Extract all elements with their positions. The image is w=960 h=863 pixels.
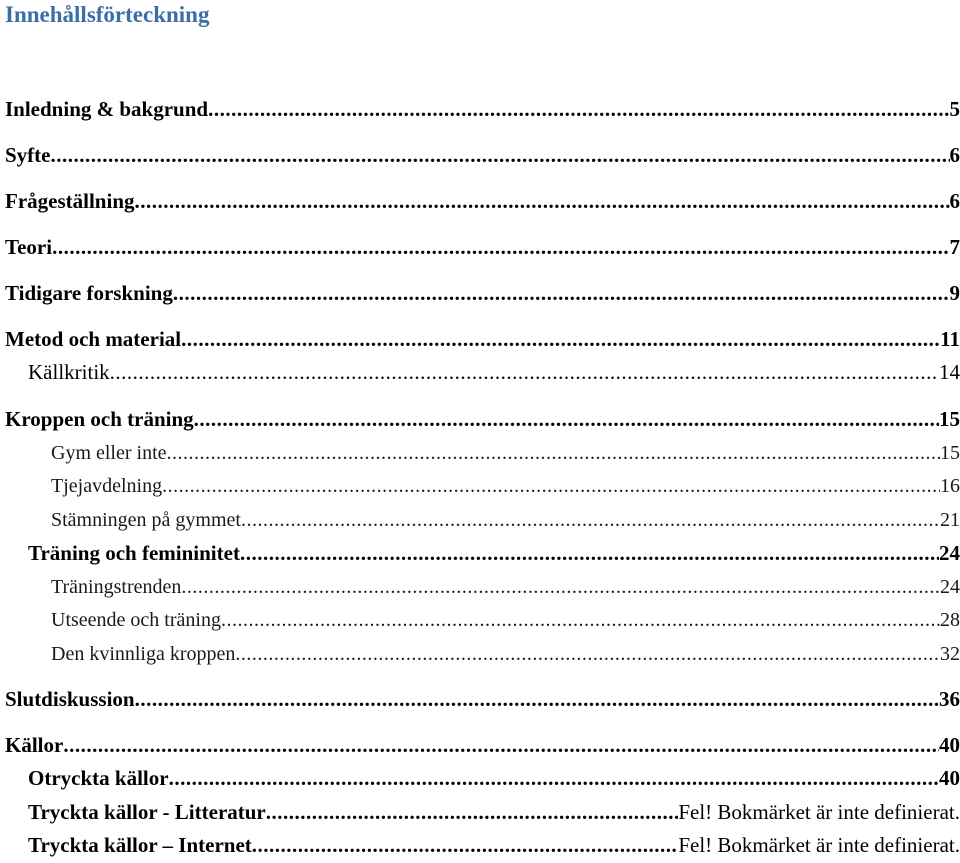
toc-dot-leader	[241, 506, 940, 534]
toc-dot-leader	[135, 685, 939, 713]
toc-dot-leader	[240, 539, 939, 567]
toc-entry-title: Tidigare forskning	[5, 281, 173, 305]
toc-dot-leader	[266, 798, 679, 826]
toc-entry-title: Inledning & bakgrund	[5, 97, 209, 121]
toc-entry-title: Otryckta källor	[28, 766, 169, 790]
toc-entry-syfte[interactable]	[5, 141, 960, 169]
toc-page-number: 21	[940, 509, 960, 531]
toc-entry-title: Gym eller inte	[51, 442, 167, 464]
toc-entry-stamningen-pa-gymmet[interactable]	[51, 506, 960, 534]
toc-dot-leader	[194, 405, 939, 433]
toc-dot-leader	[52, 233, 949, 261]
toc-entry-title: Den kvinnliga kroppen	[51, 643, 236, 665]
toc-entry-kallkritik[interactable]	[28, 358, 960, 386]
toc-dot-leader	[110, 358, 939, 386]
toc-page-number: 5	[949, 97, 960, 121]
toc-entry-slutdiskussion[interactable]	[5, 685, 960, 713]
toc-entry-title: Källor	[5, 733, 64, 757]
toc-page-number: 7	[949, 235, 960, 259]
toc-page-number: 6	[949, 189, 960, 213]
toc-dot-leader	[181, 325, 940, 353]
toc-entry-traningstrenden[interactable]	[51, 573, 960, 601]
toc-entry-title: Träning och femininitet	[28, 541, 240, 565]
toc-page-number: 16	[940, 475, 960, 497]
toc-entry-metod-och-material[interactable]	[5, 325, 960, 353]
toc-page-number: 9	[949, 281, 960, 305]
toc-entry-otryckta-kallor[interactable]	[28, 764, 960, 792]
toc-entry-fragestallning[interactable]	[5, 187, 960, 215]
toc-page-number: 11	[940, 327, 960, 351]
toc-dot-leader	[63, 731, 939, 759]
toc-dot-leader	[181, 573, 940, 601]
toc-page-error: Fel! Bokmärket är inte definierat.	[678, 800, 960, 824]
toc-entry-utseende-och-traning[interactable]	[51, 606, 960, 634]
toc-entry-title: Träningstrenden	[51, 576, 182, 598]
toc-entry-traning-och-femininitet[interactable]	[28, 539, 960, 567]
toc-page-number: 24	[939, 541, 960, 565]
toc-page-error: Fel! Bokmärket är inte definierat.	[678, 833, 960, 857]
toc-entry-title: Stämningen på gymmet	[51, 509, 241, 531]
toc-entry-title: Tryckta källor - Litteratur	[28, 800, 266, 824]
toc-entry-title: Slutdiskussion	[5, 687, 135, 711]
toc-entry-gym-eller-inte[interactable]	[51, 439, 960, 467]
toc-page-number: 32	[940, 643, 960, 665]
toc-entry-teori[interactable]	[5, 233, 960, 261]
toc-entry-tryckta-kallor-internet[interactable]	[28, 831, 960, 859]
toc-entry-title: Syfte	[5, 143, 51, 167]
toc-entry-kallor[interactable]	[5, 731, 960, 759]
toc-dot-leader	[169, 764, 939, 792]
toc-dot-leader	[162, 472, 940, 500]
toc-entry-title: Tryckta källor – Internet	[28, 833, 252, 857]
toc-page-number: 24	[940, 576, 960, 598]
toc-entry-title: Kroppen och träning	[5, 407, 194, 431]
toc-entry-title: Frågeställning	[5, 189, 135, 213]
toc-entry-inledning[interactable]	[5, 95, 960, 123]
toc-entry-title: Källkritik	[28, 360, 110, 384]
toc-heading: Innehållsförteckning	[5, 2, 210, 27]
toc-page-number: 14	[939, 360, 960, 384]
toc-entry-title: Tjejavdelning	[51, 475, 163, 497]
toc-dot-leader	[135, 187, 950, 215]
toc-dot-leader	[167, 439, 940, 467]
toc-entry-title: Teori	[5, 235, 53, 259]
toc-page-number: 15	[939, 407, 960, 431]
toc-page-number: 15	[940, 442, 960, 464]
toc-page-number: 6	[949, 143, 960, 167]
toc-dot-leader	[208, 95, 949, 123]
toc-page-number: 36	[939, 687, 960, 711]
toc-dot-leader	[51, 141, 950, 169]
toc-dot-leader	[252, 831, 679, 859]
toc-entry-title: Utseende och träning	[51, 609, 221, 631]
toc-page-number: 40	[939, 733, 960, 757]
toc-entry-tidigare-forskning[interactable]	[5, 279, 960, 307]
toc-entry-tjejavdelning[interactable]	[51, 472, 960, 500]
toc-dot-leader	[235, 640, 940, 668]
toc-entry-den-kvinnliga-kroppen[interactable]	[51, 640, 960, 668]
toc-entry-title: Metod och material	[5, 327, 182, 351]
toc-page-number: 40	[939, 766, 960, 790]
toc-dot-leader	[173, 279, 950, 307]
toc-dot-leader	[221, 606, 940, 634]
toc-page-number: 28	[940, 609, 960, 631]
toc-entry-kroppen-och-traning[interactable]	[5, 405, 960, 433]
toc-entry-tryckta-kallor-litteratur[interactable]	[28, 798, 960, 826]
